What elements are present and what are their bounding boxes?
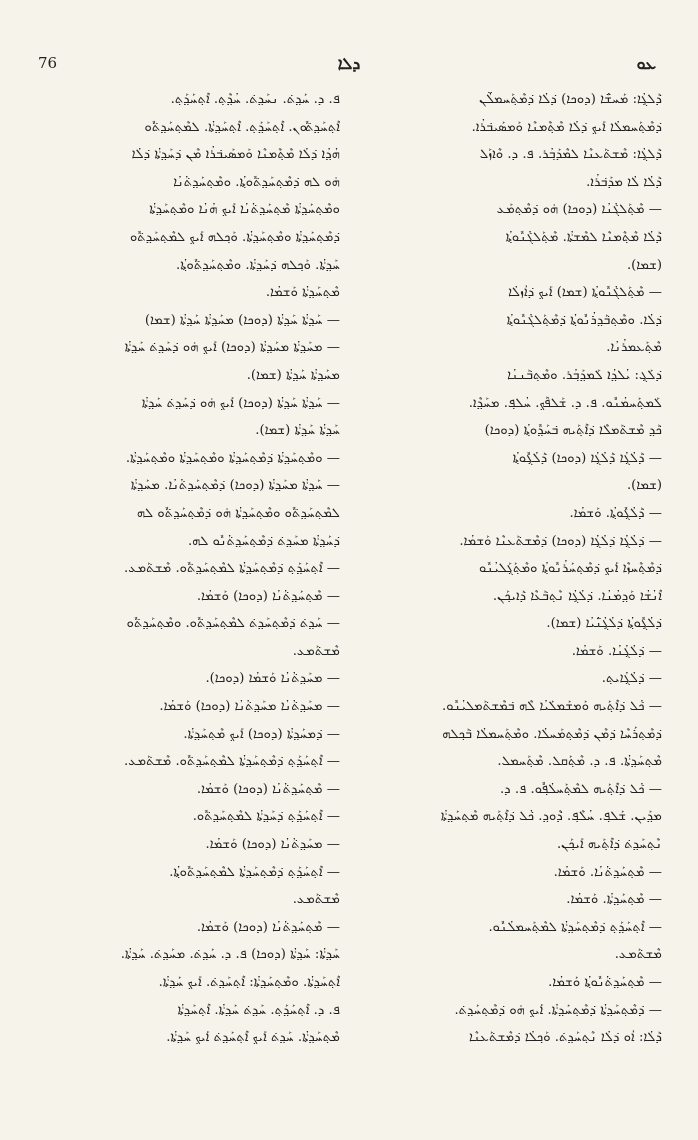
text-line: — ܡܚܰܕ݂ܬ݁ܳܢܳܐ (ܕܘܟܐ) ܘܰܫܡܳܐ. xyxy=(205,837,340,853)
text-line: ܡܶܫܬ݁ܰܡܥ. xyxy=(292,892,340,908)
text-line: — ܡܚܰܕ݂ܬ݁ܳܢܳܐ ܡܚܰܕ݂ܬ݁ܳܢܳܐ (ܕܘܟܐ) ܘܰܫܡܳܐ. xyxy=(159,699,340,715)
text-line: — ܚܰܕ݂ܬ݁ܳܐ ܚܰܕ݂ܬ݁ܳܐ (ܕܘܟܐ) ܡܚܰܕ݂ܬ݁ܳܐ ܚܰܕ݂ܬ݁ܳܐ (ܫܡܐ) xyxy=(144,312,340,328)
text-line: ܕ݁ܰܠܓ݂ܳܐ: ܡܶܫܬ݁ܰܥܢܶܐ ܠܡܶܕܰܒ݂ܳܪ. ܦ. ܕ. ܘܶܐܙܰܠ xyxy=(479,147,662,163)
text-line: ܢܶܬ݂ܚܰܕ݂ܬ݁ ܕ݁ܐܶܬ݂ܰܝܗ ܐܰܝܟ݂ܰܢ. xyxy=(556,837,662,853)
text-line: — ܐܶܬ݂ܚܰܕ݂ܰܬ݂ ܕ݁ܚܰܕ݂ܬ݁ܳܐ ܠܡܶܬ݂ܚܰܕ݂ܬ݁ܽܘ. xyxy=(192,809,340,825)
text-line: — ܡܚܰܕ݂ܬ݁ܳܐ ܡܚܰܕ݂ܬ݁ܳܐ (ܕܘܟܐ) ܐܰܝܟ݂ ܗ̇ܘ ܕ݁ܚܰܕ݂ܬ݁ ܚܰܕ݂ܬ݁ܳܐ xyxy=(124,340,340,356)
text-line: — ܐܶܬ݂ܚܰܕ݂ܰܬ݂ ܕ݁ܡܶܬ݂ܚܰܕ݂ܬ݁ܳܐ ܠܡܶܬ݂ܚܰܕ݂ܬ݁ܽܘ. ܡܶܫܬ݁ܰܡܥ. xyxy=(124,561,340,577)
text-line: — ܚܰܕ݂ܬ݁ܳܐ ܚܰܕ݂ܬ݁ܳܐ (ܕܘܟܐ) ܐܰܝܟ݂ ܗ̇ܘ ܕ݁ܚܰܕ݂ܬ݁ ܚܰܕ݂ܬ݁ܳܐ xyxy=(141,395,340,411)
text-line: ܚܰܕ݂ܬ݁ܳܐ ܚܰܕ݂ܬ݁ܳܐ (ܫܡܐ). xyxy=(255,423,340,439)
text-line: ܕ݁ܠܳܓ݂ܽܘܬ݂ܳܐ ܕ݁ܠܳܓ݂ܳܢ̈ܳܝܳܐ (ܫܡܐ). xyxy=(546,616,662,632)
text-line: ܟ݁ܰܕ݂ ܡܶܫܬ݁ܰܡܠܶܐ ܕ݁ܐܶܬ݂ܰܝܗ ܒ݁ܚܰܕ݂ܽܘܬ݂ܳܐ (ܕܘܟܐ) xyxy=(484,423,662,439)
text-line: — ܕ݁ܠܳܓ݂ܳܢܳܐ. ܘܰܫܡܳܐ. xyxy=(571,643,662,659)
page-header xyxy=(0,54,698,78)
text-line: ܡܶܬ݂ܰܥܡܪܳܢܳܐ. xyxy=(606,340,662,356)
text-line: ܕ݁ܰܠܳܐ: ܐܳܘ ܕ݁ܠܳܐ ܢܶܬ݂ܚܰܕ݂ܬ݁. ܘܰܟ݂ܠܳܐ ܕ݁ܡܶܫܬ݁ܰܥܢܶܐ xyxy=(469,1030,662,1046)
running-head-center: ܕܠܐ xyxy=(337,54,361,73)
text-line: ܡܶܬ݂ܚܰܕ݂ܬ݁ܳܐ. ܦ. ܕ. ܡܶܬ݂ܰܩܠ. ܡܶܬ݂ܰܚܡܠ. xyxy=(497,754,662,770)
text-line: — ܐܶܬ݂ܚܰܕ݂ܰܬ݂ ܕ݁ܡܶܬ݂ܚܰܕ݂ܬ݁ܳܐ ܠܡܶܬ݂ܚܰܕ݂ܬ݁ܽܘܬ݂ܳܐ. xyxy=(169,864,340,880)
text-line: ܐܶܬ݂ܚܰܕ݂ܬ݁ܳܐ. ܘܡܶܬ݂ܚܰܕ݂ܬ݁ܳܐ: ܐܶܬ݂ܚܰܕ݂ܬ݁. ܐܰܝܟ݂ ܚܰܕ݂ܬ݁ܳܐ. xyxy=(158,975,340,990)
text-line: ܕ݁ܠܰܓ݂: ܝܳܠܕ݂ܳܐ ܠܰܡܕ݂ܰܒ݂ܳܪ. ܘܡܶܬ݂ܒ݁ܰܢܢܳܐ xyxy=(507,367,662,383)
text-line: ܕ݁ܰܠܳܐ ܠܳܐ ܡܕܰܒ݁ܪܳܐ. xyxy=(586,174,662,190)
text-line: ܚܰܕ݂ܬ݁ܳܐ. ܘܰܟ݂ܠܗ ܕ݁ܚܰܕ݂ܬ݁ܳܐ. ܘܡܶܬ݂ܚܰܕ݂ܬ݁ܽܘܬ݂ܳܐ. xyxy=(176,257,340,273)
text-line: — ܘܡܶܬ݂ܚܰܕ݂ܬ݁ܳܐ ܕ݁ܡܶܬ݂ܚܰܕ݂ܬ݁ܳܐ ܘܡܶܬ݂ܚܰܕ݂ܬ݁ܳܐ ܘܡܶܬ݂ܚܰܕ݂ܬ݁ܳܐ. xyxy=(125,450,340,466)
text-line: — ܡܶܬ݂ܚܰܕ݂ܬ݁ܳܢܳܐ (ܕܘܟܐ) ܘܰܫܡܳܐ. xyxy=(196,781,340,797)
text-line: — ܡܚܰܕ݂ܬ݁ܳܢܳܐ ܘܰܫܡܳܐ (ܕܘܟܐ). xyxy=(205,671,340,687)
text-line: ܠܡܶܬ݂ܚܰܕ݂ܬ݁ܽܘ ܘܡܶܬ݂ܚܰܕ݂ܬ݁ܳܐ ܗ̇ܘ ܕ݁ܡܶܬ݂ܚܰܕ݂ܬ݁ܽܘ ܠܗ xyxy=(136,505,340,521)
text-line: — ܡܶܬ݂ܚܰܕ݂ܬ݁ܳܐ. ܘܰܫܡܳܐ. xyxy=(566,892,662,908)
text-line: — ܡܶܬ݂ܚܰܕ݂ܬ݁ܳܢܳܐ. ܘܰܫܡܳܐ. xyxy=(553,864,662,880)
text-line: — ܐܶܬ݂ܚܰܕ݂ܰܬ݂ ܕ݁ܡܶܬ݂ܚܰܕ݂ܬ݁ܳܐ ܠܡܶܬ݂ܚܰܕ݂ܬ݁ܽܘ. ܡܶܫܬ݁ܰܡܥ. xyxy=(124,754,340,770)
text-line: ܕ݁ܰܠܓ݂ܳܐ: ܡܰܚܫ̈ܳܐ (ܕܘܟܐ) ܕ݁ܠܳܐ ܕ݁ܡܶܬ݂ܰܚܡܠ̈ܳܢ xyxy=(479,92,662,107)
text-line: — ܡܶܬ݂ܰܠܓ݁ܳܢܽܘܬ݂ܳܐ (ܫܡܐ) ܐܰܝܟ݂ ܕ݁ܐܳܙܠܳܐ xyxy=(508,285,662,301)
text-line: — ܕ݁ܡܶܬ݂ܚܰܕ݂ܬ݁ܳܐ ܕ݁ܡܶܬ݂ܚܰܕ݂ܬ݁ܳܐ. ܐܰܝܟ݂ ܗ̇ܘ ܕ݁ܡܶܬ݂ܚܰܕ݂ܬ݁. xyxy=(454,1002,662,1018)
text-line: — ܡܶܬ݂ܚܰܕ݂ܬ݁ܳܢܳܐ (ܕܘܟܐ) ܘܰܫܡܳܐ. xyxy=(196,588,340,604)
text-line: ܠܰܡܬ݂ܰܚܡܳܢܽܘ. ܦ. ܕ. ܫܰܠܦ݁ܰܟ݂. ܚܳܠܦ݂. ܡܚܰܕ݂ܶܐ. xyxy=(468,395,662,411)
text-line: ܕ݁ܡܶܬ݂ܚܰܕ݂ܬ݁ܳܐ ܘܡܶܬ݂ܚܰܕ݂ܬ݁ܳܐ. ܘܰܟ݂ܠܗ ܐܰܝܟ݂ ܠܡܶܬ݂ܚܰܕ݂ܬ݁ܽܘ xyxy=(129,229,340,245)
text-line: ܚܰܕ݂ܬ݁ܳܐ: ܚܰܕ݂ܬ݁ܳܐ (ܕܘܟܐ) ܦ. ܕ. ܚܰܕ݂ܬ݁. ܡܚܰܕ݂ܬ݁. ܚܰܕ݂ܬ݁ܳܐ. xyxy=(120,947,340,963)
running-head-right: ܥܘ xyxy=(636,54,656,73)
text-line: ܡܕ݂ܰܝܢ. ܫܰܠܦ݂. ܚܳܠܶܦ݂. ܕ݁ܶܘܕ݂. ܟ݁ܳܠ ܕ݁ܐܶܬ݂ܰܝܗ ܡܶܬ݂ܚܰܕ݂ܬ݁ܳܐ xyxy=(440,809,662,825)
text-line: (ܫܡܐ). xyxy=(626,478,662,494)
text-line: (ܫܡܐ). xyxy=(626,257,662,273)
left-column xyxy=(34,86,340,1126)
text-line: ܗܳܕ݂ܳܐ ܕ݁ܠܳܐ ܡܶܬ݂ܶܡܢܶܐ ܘܰܡܣܰܝܒ݁ܪܳܐ ܡܶܢ ܕ݁ܚܰܕ݂ܬ݁ܳܐ ܕ݁ܠܳܐ xyxy=(131,147,340,163)
text-line: ܕ݁ܚܰܕ݂ܬ݁ܳܐ ܡܚܰܕ݂ܬ݁ ܕ݁ܡܶܬ݂ܚܰܕ݂ܬ݁ܳܢܽܘ ܠܗ. xyxy=(187,533,340,549)
text-line: — ܕ݁ܠܳܓ݂ܳܐܝܬ݂. xyxy=(601,671,662,687)
text-line: — ܡܶܬ݂ܰܠܓ݁ܳܢܳܐ (ܕܘܟܐ) ܗ̇ܘ ܕ݁ܡܶܬ݂ܡܰܥ xyxy=(496,202,662,218)
text-line: ܐܶܢܳܫܳܐ ܘܰܕ݂ܡܳܢܳܐ. ܕ݁ܠܳܓ݂ܳܐ ܢܶܬ݂ܒ݁ܰܥܶܐ ܕ݁ܰܐܝܟ݂ܰܢ. xyxy=(492,588,662,604)
text-line: — ܕ݁ܠܳܓ݂ܳܐ ܕ݁ܠܳܓ݂ܳܐ (ܕܘܟܐ) ܕ݁ܡܶܫܬ݁ܰܥܢܶܐ ܘܰܫܡܳܐ. xyxy=(459,533,662,549)
text-line: ܦ. ܕ. ܚܰܕ݂ܬ݁. ܢܚܰܕ݂ܬ݁. ܚܳܕ݂ܶܬ݂. ܐܶܬ݂ܚܰܕ݂ܰܬ݂. xyxy=(170,92,340,107)
text-line: ܕ݁ܰܠܳܐ ܡܶܬ݂ܶܡܢܶܐ ܠܡܶܫܬ݁ܳܐ. ܡܶܬ݂ܰܠܓ݁ܳܢܽܘܬ݂ܳܐ xyxy=(505,229,662,245)
text-line: ܡܶܫܬ݁ܰܡܥ. xyxy=(292,643,340,659)
text-line: — ܡܶܬ݂ܚܰܕ݂ܬ݁ܳܢܽܘܬ݂ܳܐ ܘܰܫܡܳܐ. xyxy=(548,975,662,990)
text-line: — ܚܰܕ݂ܬ݁ ܕ݁ܡܶܬ݂ܚܰܕ݂ܬ݁ ܠܡܶܬ݂ܚܰܕ݂ܬ݁ܽܘ. ܘܡܶܬ݂ܚܰܕ݂ܬ݁ܽܘ xyxy=(126,616,340,632)
text-line: ܡܶܫܬ݁ܰܡܥ. xyxy=(614,947,662,963)
text-line: — ܡܶܬ݂ܚܰܕ݂ܬ݁ܳܢܳܐ (ܕܘܟܐ) ܘܰܫܡܳܐ. xyxy=(196,919,340,935)
text-line: — ܟ݁ܳܠ ܕ݁ܐܶܬ݂ܰܝܗ ܠܡܶܬ݂ܰܚܠܳܦ݂ܽܘ. ܦ. ܕ. xyxy=(499,781,662,797)
text-line: ܘܡܶܬ݂ܚܰܕ݂ܬ݁ܳܐ ܡܶܬ݂ܚܰܕ݂ܬ݁ܳܢܳܐ ܐܰܝܟ݂ ܗܳܢܳܐ ܘܡܶܬ݂ܚܰܕ݂ܬ݁ܳܐ xyxy=(149,202,340,218)
text-line: ܦ. ܕ. ܐܶܬ݂ܚܰܕ݂ܰܬ݂. ܚܰܕ݂ܬ݁ ܚܰܕ݂ܬ݁ܳܐ. ܐܶܬ݂ܚܰܕ݂ܬ݁ܳܐ xyxy=(177,1002,340,1018)
text-line: — ܟ݁ܳܠ ܕ݁ܐܶܬ݂ܰܝܗ ܘܰܡܫܰܡܠܰܝܳܐ ܠܶܗ ܒ݁ܡܶܫܬ݁ܰܡܠܝܳܢܽܘ. xyxy=(442,699,662,715)
text-line: ܡܚܰܕ݂ܬ݁ܳܐ ܚܰܕ݂ܬ݁ܳܐ (ܫܡܐ). xyxy=(246,367,340,383)
text-line: — ܚܰܕ݂ܬ݁ܳܐ ܡܚܰܕ݂ܬ݁ܳܐ (ܕܘܟܐ) ܕ݁ܡܶܬ݂ܚܰܕ݂ܬ݁ܳܢܳܐ. ܡܚܰܕ݂ܬ݁ܳܐ xyxy=(130,478,340,494)
page-number: 76 xyxy=(38,54,58,72)
text-line: ܕ݁ܡܶܬ݂ܶܚܙܶܐ ܐܰܝܟ݂ ܕ݁ܡܶܬ݂ܚܰܪܳܢܽܘܬ݂ܳܐ ܘܡܶܬ݂ܰܓ݂ܰܠܝܳܢܽܘ xyxy=(478,561,662,577)
text-line: — ܕ݁ܡܚܰܕ݂ܬ݁ܳܐ (ܕܘܟܐ) ܐܰܝܟ݂ ܡܶܬ݂ܚܰܕ݂ܬ݁ܳܐ. xyxy=(183,726,340,742)
text-line: ܕ݁ܡܶܬ݂ܰܚܡܠܳܐ ܐܰܝܟ݂ ܕ݁ܠܳܐ ܡܶܬ݂ܶܡܢܶܐ ܘܰܡܣܰܝܒ݁ܪܳܐ. xyxy=(471,119,662,135)
text-line: ܕ݁ܡܶܬ݂ܪܰܚܶܐ ܕ݁ܡܶܢ ܕ݁ܡܶܬ݂ܡܰܚܠܳܐ. ܘܡܶܬ݂ܰܚܡܠܳܐ ܒ݁ܰܟ݂ܠܗ xyxy=(442,726,662,742)
text-line: ܡܶܬ݂ܚܰܕ݂ܬ݁ܳܐ ܘܰܫܡܳܐ. xyxy=(265,285,340,301)
text-line: ܐܶܬ݂ܚܰܕ݂ܬ݁ܽܘܢ. ܐܶܬ݂ܚܰܕ݂ܰܬ݂. ܐܶܬ݂ܚܰܕ݂ܬ݁ܳܐ. ܠܡܶܬ݂ܚܰܕ݂ܬ݁ܽܘ xyxy=(144,119,340,135)
text-line: — ܐܶܬ݂ܚܰܕ݂ܰܬ݂ ܕ݁ܡܶܬ݂ܚܰܕ݂ܬ݁ܳܐ ܠܡܶܬ݂ܰܚܡܠܳܢܽܘ. xyxy=(488,919,662,935)
text-line: ܗ̇ܘ ܠܗ ܕ݁ܡܶܬ݂ܚܰܕ݂ܬ݁ܽܘܬ݂ܳܐ. ܘܡܶܬ݂ܚܰܕ݂ܬ݁ܳܢܳܐ xyxy=(173,174,340,190)
text-line: ܡܶܬ݂ܚܰܕ݂ܬ݁ܳܐ. ܚܰܕ݂ܬ݁ ܐܰܝܟ݂ ܐܶܬ݂ܚܰܕ݂ܬ݁ ܐܰܝܟ݂ ܚܰܕ݂ܬ݁ܳܐ. xyxy=(166,1030,340,1046)
right-column xyxy=(352,86,662,1126)
text-line: ܕ݁ܠܳܐ. ܘܡܶܬ݂ܒ݁ܰܕ݂ܪܳܢܽܘܬ݂ܳܐ ܕ݁ܡܶܬ݂ܰܠܓ݁ܳܢܽܘܬ݂ܳܐ xyxy=(506,312,662,328)
text-line: — ܕ݁ܰܠܳܓ݂ܳܐ ܕ݁ܰܠܳܓ݂ܳܐ (ܕܘܟܐ) ܕ݁ܰܠܳܓ݂ܽܘܬ݂ܳܐ xyxy=(512,450,662,466)
text-line: — ܕ݁ܰܠܳܓ݂ܽܘܬ݂ܳܐ. ܘܰܫܡܳܐ. xyxy=(569,505,662,521)
